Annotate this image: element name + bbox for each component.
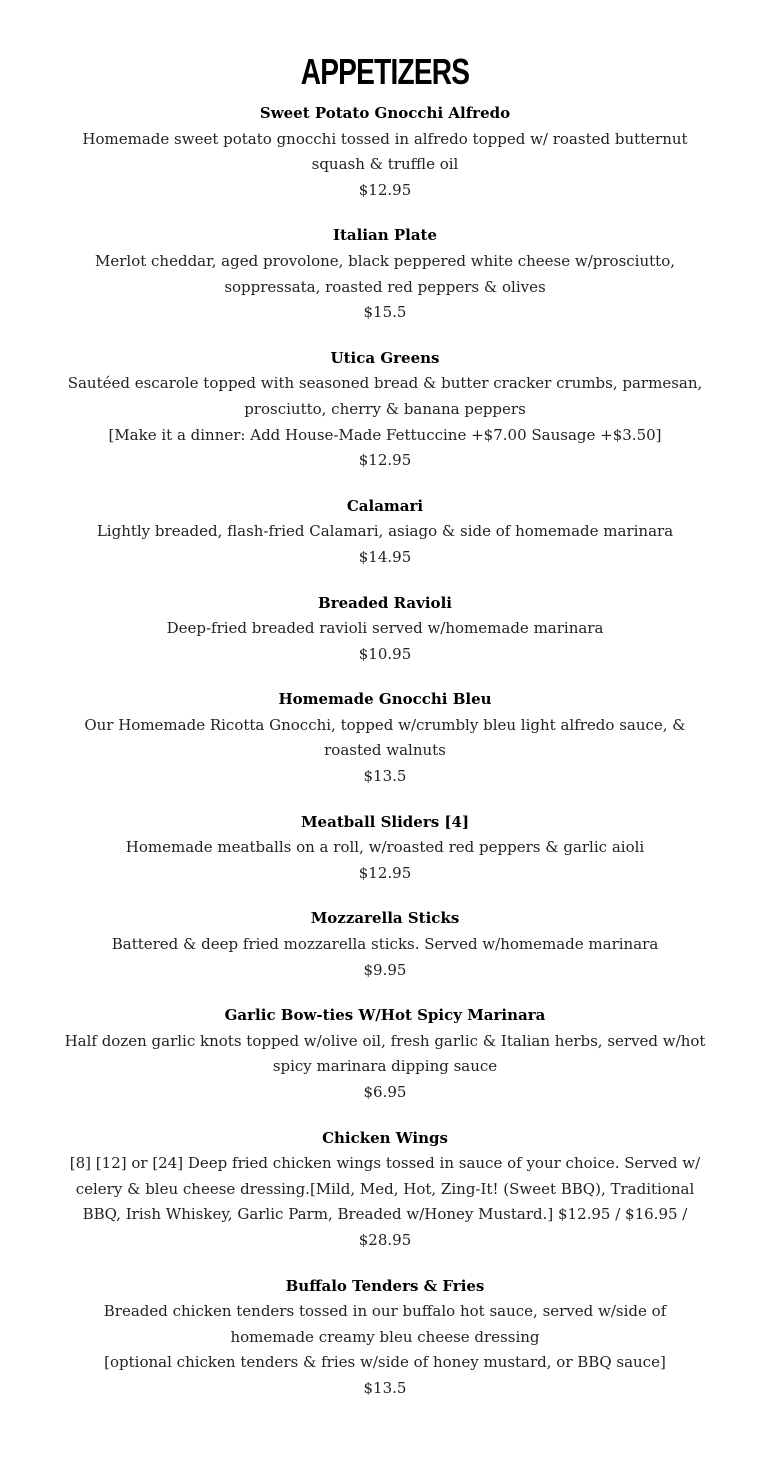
- item-price: $15.5: [363, 303, 407, 322]
- menu-item: [60, 223, 710, 325]
- item-name: Homemade Gnocchi Bleu: [278, 690, 492, 709]
- menu-item: [60, 906, 710, 983]
- item-price: $9.95: [363, 960, 407, 979]
- item-name: Meatball Sliders [4]: [300, 812, 470, 831]
- item-price: $6.95: [363, 1083, 407, 1101]
- item-description: Our Homemade Ricotta Gnocchi, topped w/crumbly bleu light alfredo sauce, & roasted walnuts: [84, 715, 686, 760]
- item-price: $12.95: [358, 180, 412, 199]
- item-description: Homemade sweet potato gnocchi tossed in alfredo topped w/ roasted butternut squash & truffle oil: [82, 129, 688, 174]
- item-name: Buffalo Tenders & Fries: [285, 1276, 485, 1295]
- item-price: $14.95: [358, 547, 412, 566]
- item-price: $13.5: [363, 767, 407, 786]
- item-name: Breaded Ravioli: [318, 593, 452, 612]
- menu-item: [60, 101, 710, 203]
- item-price: $13.5: [363, 1378, 407, 1397]
- item-description: Half dozen garlic knots topped w/olive oil, fresh garlic & Italian herbs, served w/hot spicy marinara dipping sauce: [64, 1031, 706, 1076]
- menu-item: [60, 1003, 710, 1105]
- item-name: Garlic Bow-ties W/Hot Spicy Marinara: [224, 1006, 546, 1025]
- item-price: $12.95: [358, 863, 412, 882]
- item-name: Italian Plate: [332, 226, 438, 245]
- menu-item-list: [60, 101, 710, 1422]
- item-option-note: [Make it a dinner: Add House-Made Fettuccine +$7.00 Sausage +$3.50]: [108, 425, 662, 444]
- item-description: Breaded chicken tenders tossed in our buffalo hot sauce, served w/side of homemade creamy bleu cheese dressing: [103, 1302, 667, 1346]
- item-description: Sautéed escarole topped with seasoned bread & butter cracker crumbs, parmesan, prosciutto, cherry & banana peppers: [67, 374, 703, 418]
- item-name: Utica Greens: [330, 348, 440, 367]
- section-title: APPETIZERS: [300, 51, 470, 92]
- item-name: Chicken Wings: [322, 1128, 448, 1147]
- item-description: Lightly breaded, flash-fried Calamari, asiago & side of homemade marinara: [96, 522, 674, 541]
- menu-item: [60, 687, 710, 789]
- item-name: Calamari: [346, 496, 424, 515]
- item-price: $12.95: [358, 451, 412, 470]
- menu-item: [60, 591, 710, 668]
- menu-item: [60, 494, 710, 571]
- item-description: Merlot cheddar, aged provolone, black peppered white cheese w/prosciutto, soppressata, roasted red peppers & olives: [95, 251, 675, 296]
- menu-item: [60, 1126, 710, 1254]
- item-option-note: [optional chicken tenders & fries w/side of honey mustard, or BBQ sauce]: [104, 1353, 666, 1372]
- menu-item: [60, 810, 710, 887]
- menu-item: [60, 346, 710, 474]
- item-name: Sweet Potato Gnocchi Alfredo: [259, 104, 511, 122]
- item-description: [8] [12] or [24] Deep fried chicken wings tossed in sauce of your choice. Served w/ celery & bleu cheese dressing.[Mild, Med, Hot, Zing-It! (Sweet BBQ), Traditional BBQ, Irish Whiskey, Garlic Parm, Breaded w/Honey Mustard.] $12.95 / $16.95 / $28.95: [69, 1154, 701, 1249]
- item-description: Battered & deep fried mozzarella sticks. Served w/homemade marinara: [111, 935, 659, 954]
- item-name: Mozzarella Sticks: [310, 909, 460, 928]
- item-description: Homemade meatballs on a roll, w/roasted red peppers & garlic aioli: [125, 838, 645, 857]
- item-price: $10.95: [358, 644, 412, 663]
- item-description: Deep-fried breaded ravioli served w/homemade marinara: [166, 619, 604, 638]
- menu-item: [60, 1274, 710, 1402]
